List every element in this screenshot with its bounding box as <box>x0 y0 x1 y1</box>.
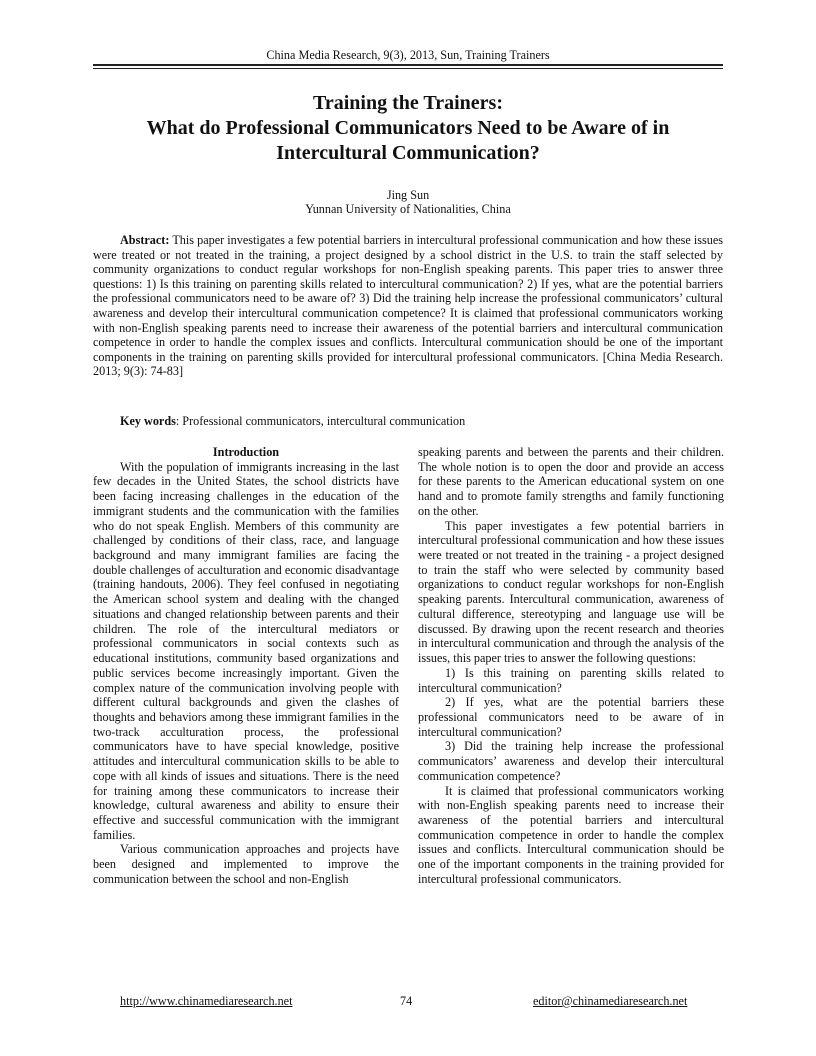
title-line-2: What do Professional Communicators Need to be Aware of in <box>146 117 670 139</box>
footer-website-link[interactable]: http://www.chinamediaresearch.net <box>120 994 293 1008</box>
paragraph: Various communication approaches and projects have been designed and implemented to improve the communication between the school and non-English <box>93 842 399 886</box>
paragraph: It is claimed that professional communicators working with non-English speaking parents need to increase their awareness of the potential barriers and intercultural communication competence in order to handle the complex issues and conflicts. Intercultural communication should be one of the important components in the training provided for intercultural professional communicators. <box>418 783 724 886</box>
footer-email-link[interactable]: editor@chinamediaresearch.net <box>533 994 688 1008</box>
left-column <box>93 445 399 887</box>
question-item: 2) If yes, what are the potential barriers these professional communicators need to be aware of in intercultural communication? <box>418 695 724 739</box>
keywords-label: Key words <box>120 414 176 428</box>
title-line-1: Training the Trainers: <box>313 92 503 114</box>
abstract-label: Abstract: <box>120 233 170 247</box>
abstract-text: This paper investigates a few potential barriers in intercultural professional communication and how these issues were treated or not treated in the training, a project designed by a school district in the U.S. to train the staff selected by community organizations to conduct regular workshops for non-English speaking parents. This paper tries to answer three questions: 1) Is this training on parenting skills related to intercultural communication? 2) If yes, what are the potential barriers the professional communicators need to be aware of? 3) Did the training help increase the professional communicators’ cultural awareness and develop their intercultural communication competence? It is claimed that professional communicators working with non-English speaking parents need to increase their awareness of the potential barriers and intercultural communication competence in order to handle the complex issues and conflicts. Intercultural communication should be one of the important components in the training on parenting skills provided for intercultural professional communicators. [China Media Research. 2013; 9(3): 74-83] <box>93 233 723 379</box>
keywords <box>93 414 723 429</box>
question-item: 1) Is this training on parenting skills related to intercultural communication? <box>418 665 724 695</box>
section-heading-introduction: Introduction <box>212 445 280 459</box>
question-item: 3) Did the training help increase the professional communicators’ awareness and develop their intercultural communication competence? <box>418 739 724 783</box>
header-rule-thick <box>93 64 723 66</box>
title-line-3: Intercultural Communication? <box>276 142 540 164</box>
author-name: Jing Sun <box>386 188 430 202</box>
paragraph: With the population of immigrants increasing in the last few decades in the United States, the school districts have been facing increasing challenges in the education of the immigrant students and the communication with the families who do not speak English. Members of this community are challenged by conditions of their class, race, and language background and many immigrant families are facing the double challenges of acculturation and economic disadvantage (training handouts, 2006). They feel confused in negotiating the American school system and dealing with the changed situations and changed relationship between parents and their children. The role of the intercultural mediators or professional communicators in social contexts such as educational institutions, community based organizations and public services become increasingly important. Given the complex nature of the communication involving people with different cultural backgrounds and given the clashes of thoughts and behaviors among these immigrant families in the two-track acculturation process, the professional communicators have to have special knowledge, positive attitudes and intercultural communication skills to be able to cope with all kinds of issues and situations. There is the need for training among these communicators to increase their knowledge, cultural awareness and ability to ensure their effective and successful communication with the immigrant families. <box>93 459 399 842</box>
paper-title <box>93 91 723 166</box>
page-number: 74 <box>400 994 413 1008</box>
right-column <box>418 445 724 887</box>
running-head: China Media Research, 9(3), 2013, Sun, Training Trainers <box>266 48 550 62</box>
author-affiliation: Yunnan University of Nationalities, China <box>305 202 511 216</box>
abstract <box>93 233 723 379</box>
paragraph-continuation: speaking parents and between the parents and their children. The whole notion is to open the door and provide an access for these parents to the American educational system on one hand and to promote family strengths and family functioning on the other. <box>418 445 724 518</box>
header-rule-thin <box>93 68 723 69</box>
paragraph: This paper investigates a few potential barriers in intercultural professional communication and how these issues were treated or not treated in the training - a project designed to train the staff who were selected by community based organizations to conduct regular workshops for non-English speaking parents. Intercultural communication, awareness of cultural difference, stereotyping and language use will be discussed. By drawing upon the recent research and theories in intercultural communication and through the analysis of the issues, this paper tries to answer the following questions: <box>418 518 724 666</box>
keywords-text: : Professional communicators, intercultural communication <box>175 414 466 428</box>
